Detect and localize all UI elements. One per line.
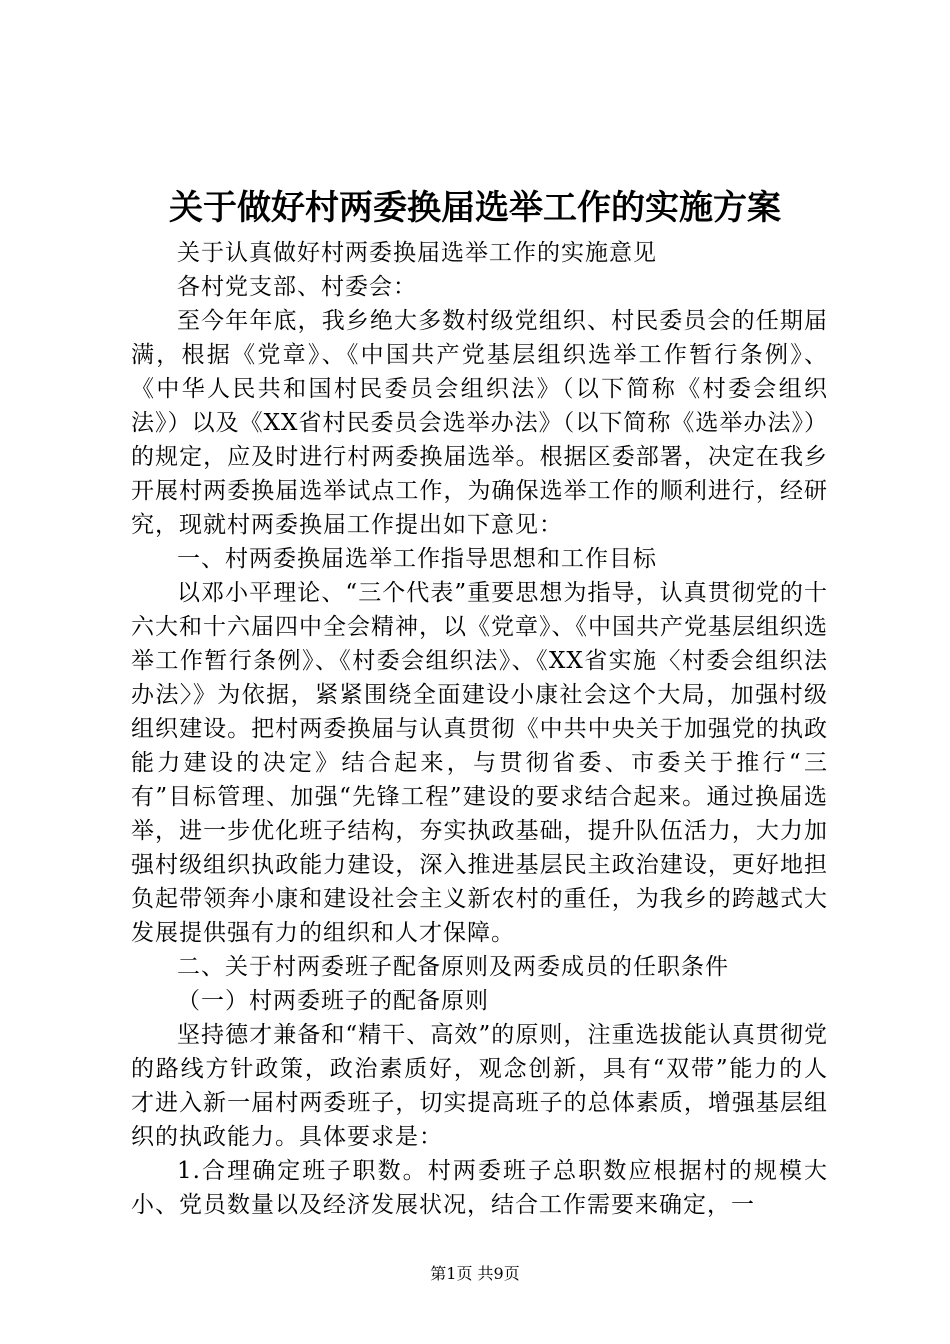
subsection-heading-1: （一）村两委班子的配备原则 [177, 988, 489, 1014]
paragraph-salutation: 各村党支部、村委会： [177, 274, 417, 300]
section-heading-1: 一、村两委换届选举工作指导思想和工作目标 [177, 546, 657, 572]
document-title: 关于做好村两委换届选举工作的实施方案 [169, 188, 781, 228]
paragraph-principles: 坚持德才兼备和“精干、高效”的原则，注重选拔能认真贯彻党的路线方针政策，政治素质好，观念创新，具有“双带”能力的人才进入新一届村两委班子，切实提高班子的总体素质，增强基层组织的执政能力。具体要求是： [131, 1022, 828, 1150]
paragraph-intro: 至今年年底，我乡绝大多数村级党组织、村民委员会的任期届满，根据《党章》、《中国共产党基层组织选举工作暂行条例》、《中华人民共和国村民委员会组织法》（以下简称《村委会组织法》）以及《XX省村民委员会选举办法》（以下简称《选举办法》）的规定，应及时进行村两委换届选举。根据区委部署，决定在我乡开展村两委换届选举试点工作，为确保选举工作的顺利进行，经研究，现就村两委换届工作提出如下意见： [131, 308, 828, 538]
page-footer: 第1页 共9页 [430, 1264, 520, 1283]
document-body [131, 236, 828, 1222]
paragraph-subtitle: 关于认真做好村两委换届选举工作的实施意见 [177, 240, 657, 266]
paragraph-guiding-ideology: 以邓小平理论、“三个代表”重要思想为指导，认真贯彻党的十六大和十六届四中全会精神，以《党章》、《中国共产党基层组织选举工作暂行条例》、《村委会组织法》、《XX省实施〈村委会组织法办法〉》为依据，紧紧围绕全面建设小康社会这个大局，加强村级组织建设。把村两委换届与认真贯彻《中共中央关于加强党的执政能力建设的决定》结合起来，与贯彻省委、市委关于推行“三有”目标管理、加强“先锋工程”建设的要求结合起来。通过换届选举，进一步优化班子结构，夯实执政基础，提升队伍活力，大力加强村级组织执政能力建设，深入推进基层民主政治建设，更好地担负起带领奔小康和建设社会主义新农村的重任，为我乡的跨越式大发展提供强有力的组织和人才保障。 [131, 580, 828, 946]
paragraph-item-1: 1.合理确定班子职数。村两委班子总职数应根据村的规模大小、党员数量以及经济发展状况，结合工作需要来确定，一 [131, 1158, 828, 1218]
section-heading-2: 二、关于村两委班子配备原则及两委成员的任职条件 [177, 954, 729, 980]
